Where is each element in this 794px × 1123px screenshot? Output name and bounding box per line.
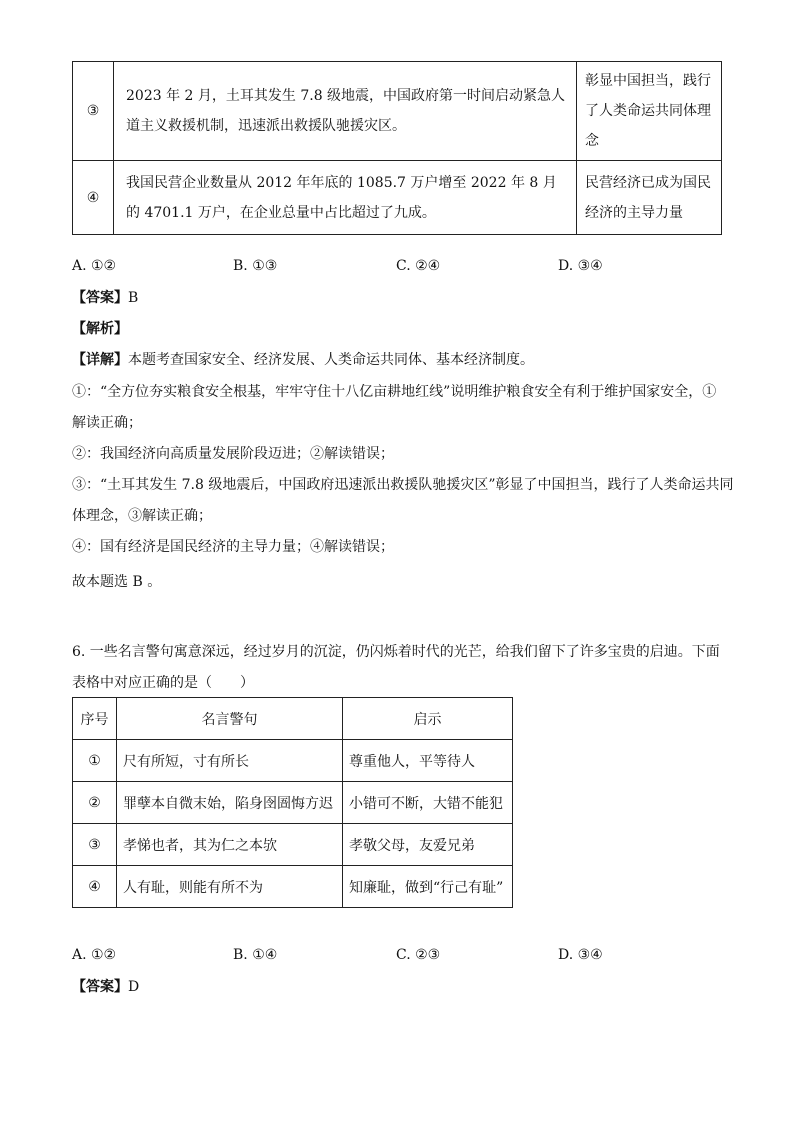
answer-label: 【答案】 xyxy=(72,290,128,306)
q6-answer xyxy=(72,977,139,997)
row-interpretation: 民营经济已成为国民经济的主导力量 xyxy=(577,161,722,235)
table-row xyxy=(73,161,722,235)
q6-options xyxy=(72,947,722,967)
q5-options xyxy=(72,258,722,278)
table-row xyxy=(73,740,513,782)
row-number: ② xyxy=(73,782,117,824)
analysis-label: 【解析】 xyxy=(72,321,128,337)
table-row xyxy=(73,824,513,866)
answer-value: B xyxy=(128,290,139,306)
row-lesson: 孝敬父母，友爱兄弟 xyxy=(343,824,513,866)
analysis-line: ②：我国经济向高质量发展阶段迈进；②解读错误； xyxy=(72,446,394,462)
option-b: B. ①④ xyxy=(233,947,278,963)
answer-label: 【答案】 xyxy=(72,979,128,995)
detail-label: 【详解】 xyxy=(72,352,128,368)
detail-line xyxy=(72,350,534,370)
analysis-line: 体理念，③解读正确； xyxy=(72,508,212,524)
row-number: ③ xyxy=(73,62,114,161)
row-quote: 人有耻，则能有所不为 xyxy=(117,866,343,908)
row-content: 2023 年 2 月，土耳其发生 7.8 级地震，中国政府第一时间启动紧急人道主义救援机制，迅速派出救援队驰援灾区。 xyxy=(114,62,577,161)
row-lesson: 知廉耻，做到“行己有耻” xyxy=(343,866,513,908)
table-row xyxy=(73,866,513,908)
row-content: 我国民营企业数量从 2012 年年底的 1085.7 万户增至 2022 年 8 月的 4701.1 万户，在企业总量中占比超过了九成。 xyxy=(114,161,577,235)
row-number: ① xyxy=(73,740,117,782)
analysis-line: ④：国有经济是国民经济的主导力量；④解读错误； xyxy=(72,539,394,555)
row-quote: 罪孽本自微末始，陷身囹圄悔方迟 xyxy=(117,782,343,824)
q6-stem: 表格中对应正确的是（ ） xyxy=(72,675,254,691)
row-interpretation: 彰显中国担当，践行了人类命运共同体理念 xyxy=(577,62,722,161)
row-number: ④ xyxy=(73,866,117,908)
table-row xyxy=(73,782,513,824)
row-number: ④ xyxy=(73,161,114,235)
header-cell: 名言警句 xyxy=(117,698,343,740)
statement-table xyxy=(72,61,722,235)
table-header xyxy=(73,698,513,740)
option-c: C. ②③ xyxy=(396,947,441,963)
row-number: ③ xyxy=(73,824,117,866)
table-row xyxy=(73,62,722,161)
option-a: A. ①② xyxy=(72,947,117,963)
q6-stem: 6. 一些名言警句寓意深远，经过岁月的沉淀，仍闪烁着时代的光芒，给我们留下了许多宝贵的启迪。下面 xyxy=(72,644,720,660)
header-cell: 启示 xyxy=(343,698,513,740)
q5-answer xyxy=(72,288,138,308)
option-b: B. ①③ xyxy=(233,258,278,274)
option-c: C. ②④ xyxy=(396,258,441,274)
row-quote: 孝悌也者，其为仁之本欤 xyxy=(117,824,343,866)
answer-value: D xyxy=(128,979,140,995)
analysis-line: 故本题选 B 。 xyxy=(72,574,162,590)
analysis-line: ①：“全方位夯实粮食安全根基，牢牢守住十八亿亩耕地红线”说明维护粮食安全有利于维护国家安全，① xyxy=(72,384,717,400)
header-cell: 序号 xyxy=(73,698,117,740)
row-lesson: 小错可不断，大错不能犯 xyxy=(343,782,513,824)
option-a: A. ①② xyxy=(72,258,117,274)
row-quote: 尺有所短，寸有所长 xyxy=(117,740,343,782)
option-d: D. ③④ xyxy=(558,947,603,963)
quote-table xyxy=(72,697,513,908)
option-d: D. ③④ xyxy=(558,258,603,274)
row-lesson: 尊重他人，平等待人 xyxy=(343,740,513,782)
analysis-line: 解读正确； xyxy=(72,415,142,431)
analysis-line: ③：“土耳其发生 7.8 级地震后，中国政府迅速派出救援队驰援灾区”彰显了中国担当，践行了人类命运共同 xyxy=(72,477,734,493)
detail-text: 本题考查国家安全、经济发展、人类命运共同体、基本经济制度。 xyxy=(128,352,534,368)
